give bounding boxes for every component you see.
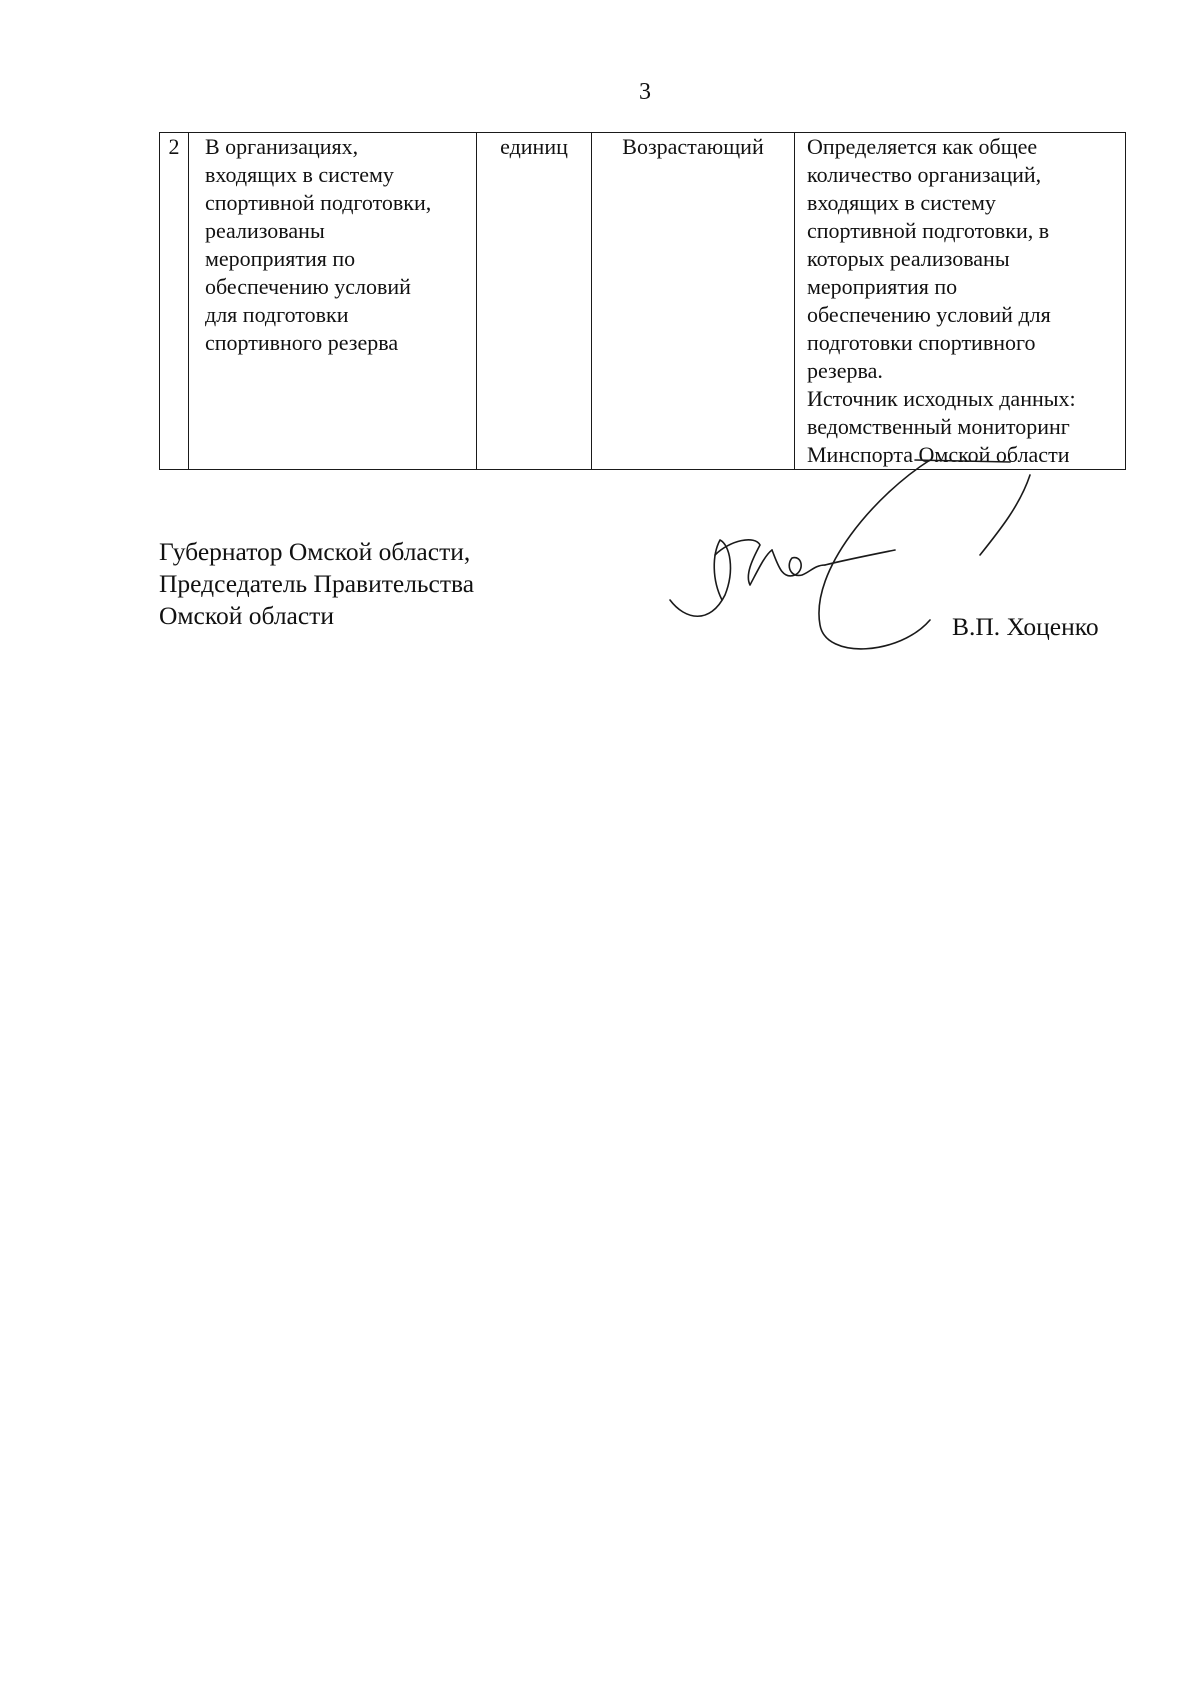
unit-cell (477, 133, 592, 470)
method-line: подготовки спортивного (807, 330, 1036, 355)
method-line: Источник исходных данных: (807, 386, 1076, 411)
signer-title-line: Председатель Правительства (159, 569, 475, 598)
signer-title (159, 536, 474, 632)
method-line: количество организаций, (807, 162, 1042, 187)
method-line: которых реализованы (807, 246, 1010, 271)
method-line: Минспорта Омской области (807, 442, 1070, 467)
method-line: обеспечению условий для (807, 302, 1051, 327)
signer-title-line: Губернатор Омской области, (159, 537, 471, 566)
method-line: резерва. (807, 358, 883, 383)
method-cell (795, 133, 1126, 470)
page-number: 3 (639, 79, 651, 105)
method-line: мероприятия по (807, 274, 958, 299)
signer-title-line: Омской области (159, 601, 334, 630)
direction-cell (592, 133, 795, 470)
indicator-line: обеспечению условий (205, 274, 411, 299)
indicator-line: В организациях, (205, 134, 359, 159)
method-line: спортивной подготовки, в (807, 218, 1050, 243)
method-line: Определяется как общее (807, 134, 1038, 159)
indicator-name-cell (189, 133, 477, 470)
indicator-line: для подготовки (205, 302, 349, 327)
unit-text: единиц (500, 134, 568, 159)
indicator-line: спортивного резерва (205, 330, 399, 355)
direction-text: Возрастающий (622, 134, 764, 159)
row-number-text: 2 (168, 134, 180, 159)
indicator-line: реализованы (205, 218, 325, 243)
method-line: входящих в систему (807, 190, 996, 215)
indicator-table (159, 132, 1126, 470)
method-line: ведомственный мониторинг (807, 414, 1070, 439)
indicator-line: спортивной подготовки, (205, 190, 432, 215)
row-number (160, 133, 189, 470)
table-row (160, 133, 1126, 470)
signer-name: В.П. Хоценко (952, 612, 1099, 641)
indicator-line: мероприятия по (205, 246, 356, 271)
indicator-line: входящих в систему (205, 162, 394, 187)
